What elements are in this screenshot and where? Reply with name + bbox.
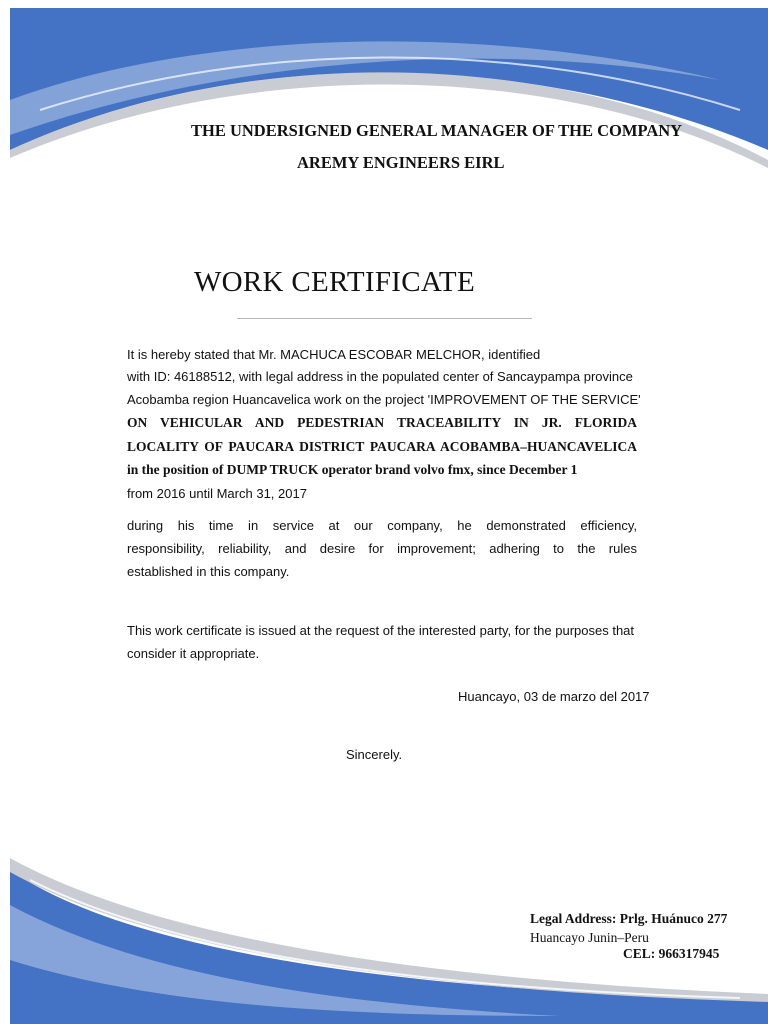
body-line: responsibility, reliability, and desire for improvement; adhering to the rules (127, 541, 637, 556)
footer-legal-address: Legal Address: Prlg. Huánuco 277 (530, 911, 728, 926)
header-company-name: AREMY ENGINEERS EIRL (297, 153, 505, 172)
body-line-position-bold: in the position of DUMP TRUCK operator brand volvo fmx, since December 1 (127, 462, 578, 477)
body-line: during his time in service at our company, he demonstrated efficiency, (127, 518, 637, 533)
body-line: from 2016 until March 31, 2017 (127, 486, 307, 501)
footer-phone: CEL: 966317945 (623, 946, 720, 961)
issue-date: Huancayo, 03 de marzo del 2017 (458, 689, 650, 704)
body-line: established in this company. (127, 564, 290, 579)
body-line-project-bold: ON VEHICULAR AND PEDESTRIAN TRACEABILITY IN JR. FLORIDA (127, 415, 637, 430)
body-line: consider it appropriate. (127, 646, 260, 661)
closing-salutation: Sincerely. (346, 747, 403, 762)
footer-city: Huancayo Junin–Peru (530, 930, 649, 945)
body-line: with ID: 46188512, with legal address in the populated center of Sancaypampa province (127, 369, 633, 384)
page-title: WORK CERTIFICATE (194, 266, 475, 298)
body-line-project-bold: LOCALITY OF PAUCARA DISTRICT PAUCARA ACOBAMBA–HUANCAVELICA (127, 439, 637, 454)
body-line: It is hereby stated that Mr. MACHUCA ESCOBAR MELCHOR, identified (127, 347, 541, 362)
body-line: Acobamba region Huancavelica work on the project 'IMPROVEMENT OF THE SERVICE' (127, 392, 641, 407)
title-underline-divider (237, 318, 532, 319)
header-company-line: THE UNDERSIGNED GENERAL MANAGER OF THE COMPANY (191, 121, 683, 140)
body-line: This work certificate is issued at the request of the interested party, for the purposes that (127, 623, 635, 638)
